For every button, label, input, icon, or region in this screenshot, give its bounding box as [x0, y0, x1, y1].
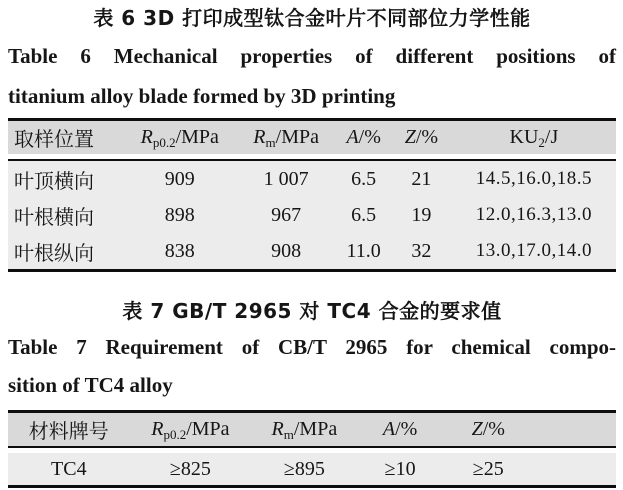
table7-header-filler: [534, 412, 616, 448]
cell-reduction: 19: [391, 197, 452, 233]
table7-header-rp02: $R_{p0.2}$/MPa: [130, 412, 252, 448]
cell-elongation: 6.5: [336, 197, 391, 233]
cell-grade: TC4: [8, 453, 130, 487]
table7-header-rm: $R_m$/MPa: [251, 412, 357, 448]
cell-rp02: 898: [124, 197, 236, 233]
table6-header-elongation: A/%: [336, 120, 391, 155]
table6-caption-en-line1: Table 6 Mechanical properties of different positions of: [8, 44, 616, 68]
cell-reduction: 32: [391, 233, 452, 271]
table6-caption-en: [8, 36, 616, 116]
table7-header-reduction: Z/%: [443, 412, 534, 448]
table6-header-reduction: Z/%: [391, 120, 452, 155]
cell-reduction: ≥25: [443, 453, 534, 487]
cell-elongation: 11.0: [336, 233, 391, 271]
cell-position: 叶顶横向: [8, 160, 124, 197]
cell-rm: ≥895: [251, 453, 357, 487]
table7-caption-en: [8, 328, 616, 404]
cell-elongation: 6.5: [336, 160, 391, 197]
cell-rp02: 838: [124, 233, 236, 271]
table7-caption-zh: 表 7 GB/T 2965 对 TC4 合金的要求值: [122, 299, 502, 323]
table7-header-row: [8, 412, 616, 448]
cell-impact: 14.5,16.0,18.5: [452, 160, 616, 197]
table7-caption-en-line1: Table 7 Requirement of CB/T 2965 for chemical compo-: [8, 335, 616, 359]
table6-header-rm: $R_m$/MPa: [236, 120, 336, 155]
cell-rm: 908: [236, 233, 336, 271]
cell-impact: 12.0,16.3,13.0: [452, 197, 616, 233]
cell-position: 叶根横向: [8, 197, 124, 233]
table6-header-impact: $KU_2/J$: [452, 120, 616, 155]
table6-header-rp02: $R_{p0.2}$/MPa: [124, 120, 236, 155]
cell-elongation: ≥10: [358, 453, 443, 487]
table7-captions: [8, 296, 616, 404]
table6-caption-en-line2: titanium alloy blade formed by 3D printing: [8, 84, 396, 108]
cell-rm: 967: [236, 197, 336, 233]
table6-row-blade-root-longitudinal: [8, 233, 616, 271]
cell-reduction: 21: [391, 160, 452, 197]
table6-caption-zh: 表 6 3D 打印成型钛合金叶片不同部位力学性能: [93, 6, 531, 30]
table6-header-position: 取样位置: [8, 120, 124, 155]
cell-rm: 1 007: [236, 160, 336, 197]
table7: [8, 410, 616, 488]
cell-rp02: ≥825: [130, 453, 252, 487]
table6: [8, 118, 616, 272]
cell-filler: [534, 453, 616, 487]
cell-position: 叶根纵向: [8, 233, 124, 271]
table7-header-elongation: A/%: [358, 412, 443, 448]
table7-header-grade: 材料牌号: [8, 412, 130, 448]
table7-row-tc4: [8, 453, 616, 487]
table6-row-blade-root-transverse: [8, 197, 616, 233]
cell-rp02: 909: [124, 160, 236, 197]
table7-caption-en-line2: sition of TC4 alloy: [8, 373, 173, 397]
table6-header-row: [8, 120, 616, 155]
table6-row-blade-tip-transverse: [8, 160, 616, 197]
cell-impact: 13.0,17.0,14.0: [452, 233, 616, 271]
